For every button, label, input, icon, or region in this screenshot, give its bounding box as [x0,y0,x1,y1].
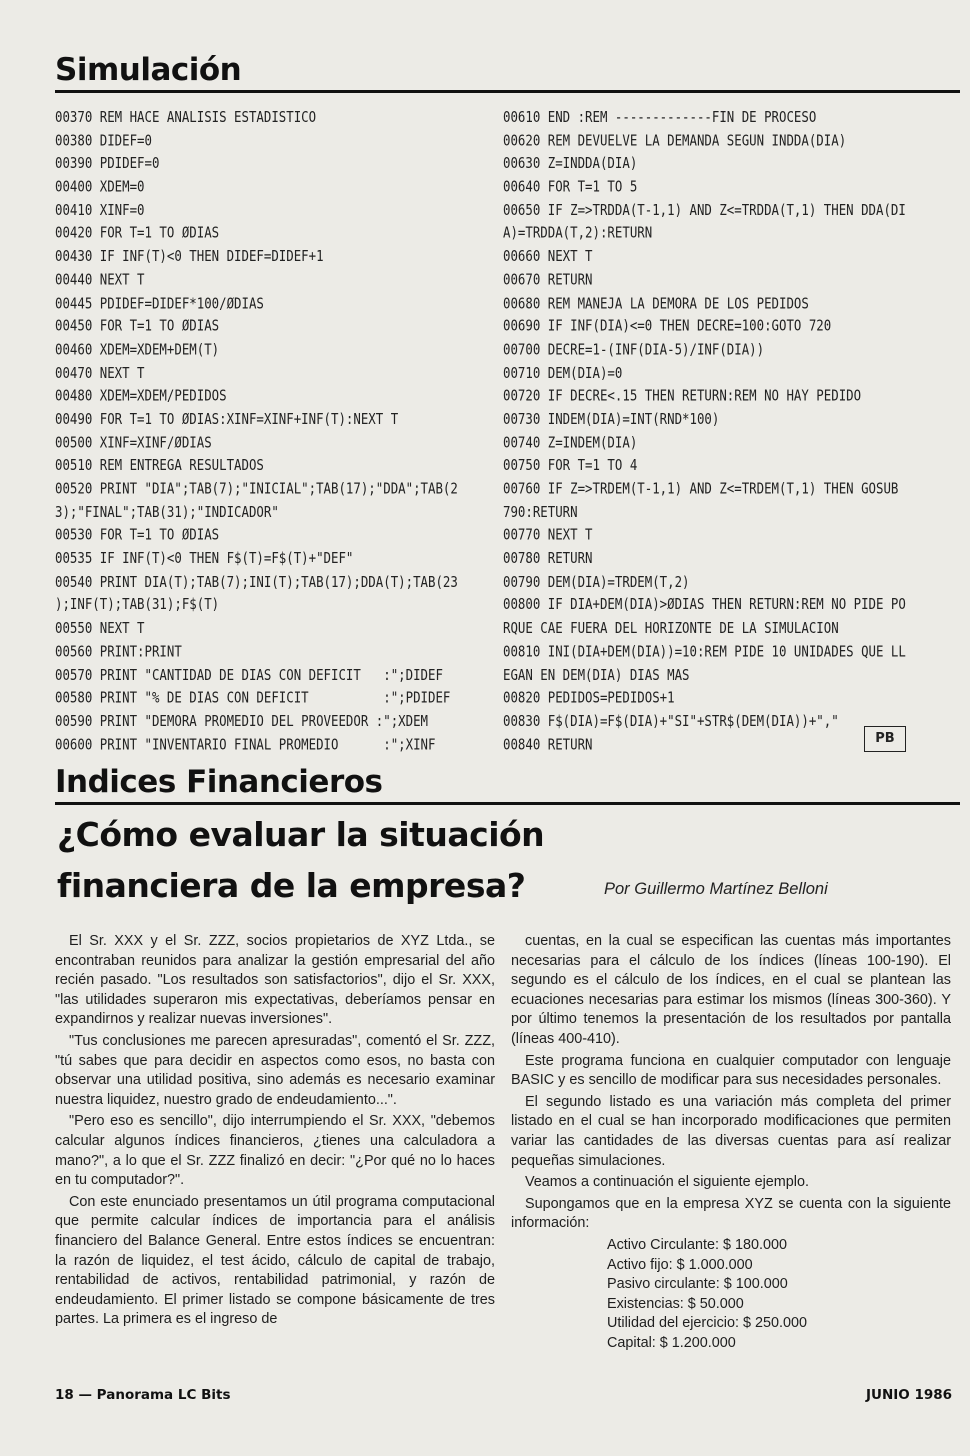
article-byline: Por Guillermo Martínez Belloni [604,880,828,898]
code-line: 00560 PRINT:PRINT [55,642,182,660]
code-line: );INF(T);TAB(31);F$(T) [55,595,220,614]
account-item: Pasivo circulante: $ 100.000 [607,1276,788,1293]
code-line: 00410 XINF=0 [55,200,145,219]
article-paragraph: "Pero eso es sencillo", dijo interrumpiendo el Sr. XXX, "debemos calcular algunos índices financieros, ¿tienes una calculadora a mano?", a lo que el Sr. ZZZ finalizó en decir: "¿Por qué no lo haces en tu computador?". [55,1113,495,1189]
code-line: 3);"FINAL";TAB(31);"INDICADOR" [55,502,279,521]
code-line: 00490 FOR T=1 TO ØDIAS:XINF=XINF+INF(T):NEXT T [55,409,399,428]
article-column-right [511,932,951,1353]
article-headline: financiera de la empresa? [57,866,526,905]
code-line: 00790 DEM(DIA)=TRDEM(T,2) [503,572,690,591]
code-line: 00730 INDEM(DIA)=INT(RND*100) [503,409,720,428]
code-line: 00445 PDIDEF=DIDEF*100/ØDIAS [55,293,264,312]
account-item: Existencias: $ 50.000 [607,1295,744,1312]
code-line: 00535 IF INF(T)<0 THEN F$(T)=F$(T)+"DEF" [55,549,354,567]
article-paragraph: cuentas, en la cual se especifican las cuentas más importantes necesarias para el cálculo de los índices (líneas 100-190). El segundo es el cálculo de los índices, en el cual se plantean las ecuaciones necesarias para estimar los mismos (líneas 300-360). Y por último tenemos la presentación de los resultados por pantalla (líneas 400-410). [511,933,951,1047]
article-paragraph: Supongamos que en la empresa XYZ se cuenta con la siguiente información: [511,1195,951,1232]
code-line: 00550 NEXT T [55,618,145,637]
code-line: 00680 REM MANEJA LA DEMORA DE LOS PEDIDOS [503,293,809,312]
code-line: 00690 IF INF(DIA)<=0 THEN DECRE=100:GOTO 720 [503,316,832,335]
code-line: 00470 NEXT T [55,363,145,381]
code-line: 00450 FOR T=1 TO ØDIAS [55,316,220,335]
code-line: 00460 XDEM=XDEM+DEM(T) [55,340,220,358]
code-line: 00670 RETURN [503,270,593,289]
code-line: 00710 DEM(DIA)=0 [503,363,623,381]
code-line: 00840 RETURN [503,734,593,753]
section-title-simulacion: Simulación [55,52,242,88]
code-line: 00370 REM HACE ANALISIS ESTADISTICO [55,107,317,126]
code-line: 00830 F$(DIA)=F$(DIA)+"SI"+STR$(DEM(DIA))+"," [503,711,839,730]
code-line: 00620 REM DEVUELVE LA DEMANDA SEGUN INDDA(DIA) [503,130,847,149]
code-line: 00740 Z=INDEM(DIA) [503,432,638,451]
code-line: 00510 REM ENTREGA RESULTADOS [55,456,264,474]
code-line: 00780 RETURN [503,549,593,567]
code-line: A)=TRDDA(T,2):RETURN [503,223,653,242]
article-paragraph: El segundo listado es una variación más completa del primer listado en el cual se han incorporado modificaciones que permiten variar las cantidades de las diversas cuentas para así realizar pequeñas simulaciones. [511,1093,951,1169]
code-line: 00440 NEXT T [55,270,145,289]
code-line: 00650 IF Z=>TRDDA(T-1,1) AND Z<=TRDDA(T,1) THEN DDA(DI [503,200,906,219]
pb-badge: PB [864,726,906,752]
article-paragraph: Veamos a continuación el siguiente ejemplo. [525,1174,809,1191]
page-footer-publication: 18 — Panorama LC Bits [55,1387,231,1403]
code-line: 00630 Z=INDDA(DIA) [503,154,638,172]
code-line: 00610 END :REM -------------FIN DE PROCESO [503,107,817,126]
code-line: 00750 FOR T=1 TO 4 [503,456,638,474]
page-footer-date: JUNIO 1986 [866,1387,953,1403]
code-line: 00390 PDIDEF=0 [55,154,160,172]
code-line: 00770 NEXT T [503,525,593,544]
account-item: Activo Circulante: $ 180.000 [607,1236,787,1253]
code-line: 790:RETURN [503,502,578,521]
code-line: 00540 PRINT DIA(T);TAB(7);INI(T);TAB(17);DDA(T);TAB(23 [55,572,458,591]
code-line: 00580 PRINT "% DE DIAS CON DEFICIT :";PDIDEF [55,688,451,707]
code-line: 00640 FOR T=1 TO 5 [503,177,638,196]
code-line: 00820 PEDIDOS=PEDIDOS+1 [503,688,675,707]
account-item: Capital: $ 1.200.000 [607,1334,736,1351]
section-rule [55,802,960,805]
article-paragraph: Este programa funciona en cualquier computador con lenguaje BASIC y es sencillo de modificar para sus necesidades personales. [511,1052,951,1089]
code-listing-right [503,103,906,753]
code-listing-left [55,103,458,753]
code-line: 00570 PRINT "CANTIDAD DE DIAS CON DEFICIT :";DIDEF [55,665,443,683]
article-column-left [55,932,495,1330]
article-paragraph: "Tus conclusiones me parecen apresuradas", comentó el Sr. ZZZ, "tú sabes que para decidir en aspectos como esos, no basta con observar una utilidad positiva, sino además es necesario examinar nuestra liquidez, nuestro grado de endeudamiento...". [55,1032,495,1108]
code-line: 00430 IF INF(T)<0 THEN DIDEF=DIDEF+1 [55,247,324,265]
section-rule [55,90,960,93]
article-headline: ¿Cómo evaluar la situación [57,815,545,854]
code-line: 00590 PRINT "DEMORA PROMEDIO DEL PROVEEDOR :";XDEM [55,711,428,730]
code-line: 00520 PRINT "DIA";TAB(7);"INICIAL";TAB(17);"DDA";TAB(2 [55,479,458,498]
code-line: 00700 DECRE=1-(INF(DIA-5)/INF(DIA)) [503,340,765,358]
accounts-list [607,1236,951,1354]
code-line: 00660 NEXT T [503,247,593,265]
article-paragraph: Con este enunciado presentamos un útil programa computacional que permite calcular índices de importancia para el análisis financiero del Balance General. Entre estos índices se encuentran: la razón de liquidez, el test ácido, cálculo de capital de trabajo, rentabilidad de activos, rentabilidad patrimonial, y razón de endeudamiento. El primer listado se compone básicamente de tres partes. La primera es el ingreso de [55,1193,495,1328]
account-item: Utilidad del ejercicio: $ 250.000 [607,1315,807,1332]
article-paragraph: El Sr. XXX y el Sr. ZZZ, socios propietarios de XYZ Ltda., se encontraban reunidos para analizar la gestión empresarial del año recién pasado. "Los resultados son satisfactorios", dijo el Sr. XXX, "las utilidades superaron mis expectativas, deberíamos pensar en expandirnos y realizar nuevas inversiones". [55,933,495,1028]
code-line: 00720 IF DECRE<.15 THEN RETURN:REM NO HAY PEDIDO [503,386,862,405]
section-title-indices: Indices Financieros [55,764,383,800]
code-line: EGAN EN DEM(DIA) DIAS MAS [503,665,690,683]
code-line: RQUE CAE FUERA DEL HORIZONTE DE LA SIMULACION [503,618,839,637]
code-line: 00600 PRINT "INVENTARIO FINAL PROMEDIO :";XINF [55,734,436,753]
code-line: 00480 XDEM=XDEM/PEDIDOS [55,386,227,405]
code-line: 00400 XDEM=0 [55,177,145,196]
code-line: 00380 DIDEF=0 [55,130,152,149]
code-line: 00530 FOR T=1 TO ØDIAS [55,525,220,544]
account-item: Activo fijo: $ 1.000.000 [607,1256,753,1273]
code-line: 00760 IF Z=>TRDEM(T-1,1) AND Z<=TRDEM(T,1) THEN GOSUB [503,479,899,498]
code-line: 00500 XINF=XINF/ØDIAS [55,432,212,451]
code-line: 00420 FOR T=1 TO ØDIAS [55,223,220,242]
code-line: 00810 INI(DIA+DEM(DIA))=10:REM PIDE 10 UNIDADES QUE LL [503,642,906,660]
code-line: 00800 IF DIA+DEM(DIA)>ØDIAS THEN RETURN:REM NO PIDE PO [503,595,906,614]
